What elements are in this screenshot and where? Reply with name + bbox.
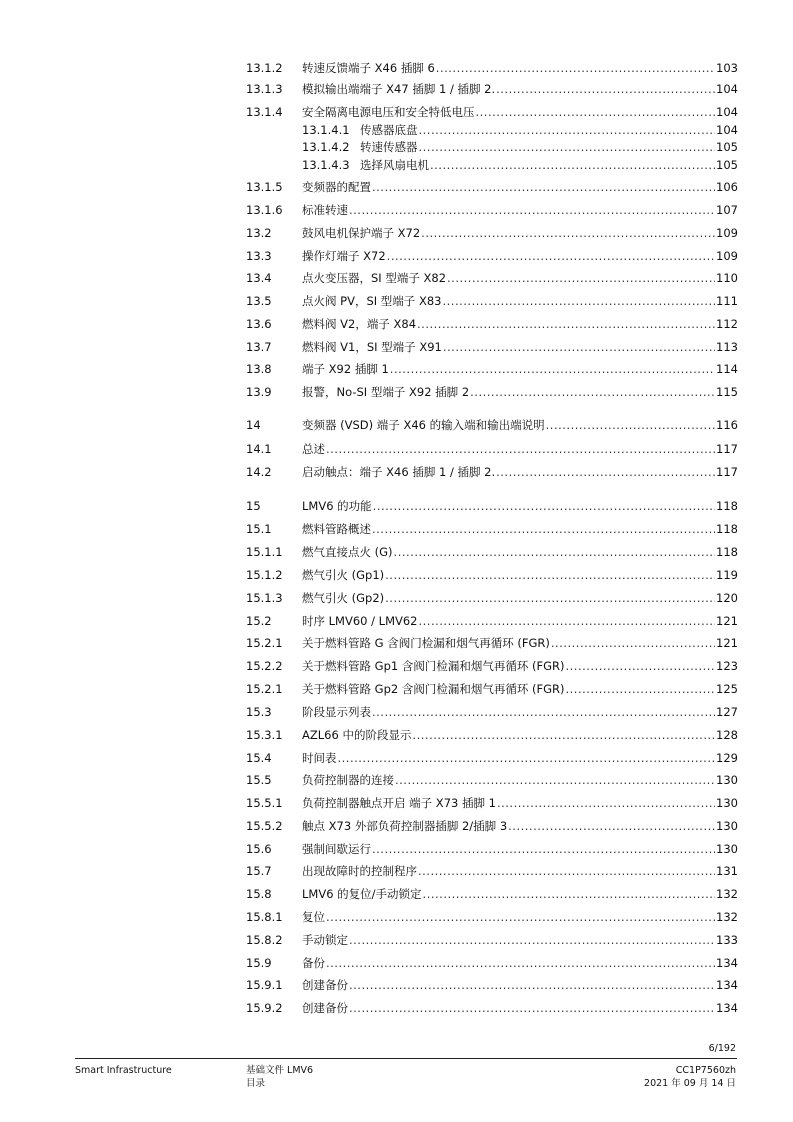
toc-entry-title: 燃料阀 V1，SI 型端子 X91 (302, 340, 442, 354)
toc-entry-number: 15.1.2 (246, 568, 283, 582)
toc-entry-number: 15.8 (246, 887, 272, 901)
toc-entry-title: 转速传感器 (360, 140, 418, 154)
toc-entry-title: 阶段显示列表 (302, 705, 371, 719)
toc-entry-number: 15.2.1 (246, 682, 283, 696)
toc-entry[interactable] (246, 795, 738, 811)
toc-entry-number: 14 (246, 418, 261, 432)
toc-entry-title: 总述 (302, 442, 325, 456)
toc-leader-dots (470, 384, 715, 400)
toc-entry-title: 报警，No-SI 型端子 X92 插脚 2 (302, 385, 470, 399)
toc-entry-number: 13.8 (246, 362, 272, 376)
toc-entry-title: 手动锁定 (302, 933, 348, 947)
toc-entry-title: 燃料管路概述 (302, 522, 371, 536)
toc-leader-dots (496, 464, 715, 480)
toc-leader-dots (496, 81, 715, 97)
toc-entry[interactable] (246, 955, 738, 971)
toc-leader-dots (447, 270, 715, 286)
toc-entry-title: 关于燃料管路 G 含阀门检漏和烟气再循环 (FGR) (302, 636, 550, 650)
toc-entry-page: 104 (716, 123, 738, 137)
toc-leader-dots (372, 704, 715, 720)
toc-entry-title: 触点 X73 外部负荷控制器插脚 2/插脚 3 (302, 819, 508, 833)
toc-entry[interactable] (246, 104, 738, 120)
toc-entry-title: 选择风扇电机 (360, 158, 429, 172)
toc-leader-dots (442, 293, 715, 309)
toc-entry-page: 133 (716, 933, 738, 947)
toc-entry-page: 110 (716, 271, 738, 285)
toc-leader-dots (390, 361, 715, 377)
toc-entry-page: 128 (716, 728, 738, 742)
toc-entry-title: 强制间歇运行 (302, 842, 371, 856)
toc-entry-number: 14.2 (246, 465, 272, 479)
toc-entry[interactable] (246, 704, 738, 720)
toc-leader-dots (508, 818, 715, 834)
toc-entry-page: 115 (716, 385, 738, 399)
toc-entry-title: 出现故障时的控制程序 (302, 864, 417, 878)
toc-entry[interactable] (246, 441, 738, 457)
toc-entry-page: 130 (716, 796, 738, 810)
toc-entry-title: 燃气引火 (Gp1) (302, 568, 385, 582)
toc-entry-title: 关于燃料管路 Gp1 含阀门检漏和烟气再循环 (FGR) (302, 659, 565, 673)
toc-entry-title: 燃料阀 V2，端子 X84 (302, 317, 417, 331)
toc-leader-dots (372, 841, 715, 857)
toc-entry[interactable] (246, 681, 738, 697)
toc-entry-title: AZL66 中的阶段显示 (302, 728, 412, 742)
toc-entry-number: 15.1.1 (246, 545, 283, 559)
toc-entry-title: 时序 LMV60 / LMV62 (302, 614, 418, 628)
toc-leader-dots (419, 139, 716, 155)
toc-leader-dots (412, 727, 715, 743)
toc-entry-number: 15.8.2 (246, 933, 283, 947)
toc-entry-number: 13.3 (246, 249, 272, 263)
toc-entry-page: 127 (716, 705, 738, 719)
toc-entry-number: 15.1 (246, 522, 272, 536)
toc-leader-dots (395, 772, 715, 788)
toc-entry[interactable] (302, 139, 738, 155)
toc-entry[interactable] (246, 1000, 738, 1016)
toc-entry-page: 111 (716, 294, 738, 308)
toc-entry-page: 125 (716, 682, 738, 696)
toc-entry-title: 点火阀 PV，SI 型端子 X83 (302, 294, 442, 308)
toc-entry-page: 113 (716, 340, 738, 354)
toc-entry[interactable] (246, 270, 738, 286)
toc-entry[interactable] (246, 521, 738, 537)
toc-leader-dots (385, 567, 715, 583)
toc-entry-page: 103 (716, 61, 738, 75)
toc-entry[interactable] (246, 886, 738, 902)
toc-entry-title: 创建备份 (302, 1001, 348, 1015)
toc-entry-number: 13.1.4 (246, 105, 283, 119)
toc-entry-number: 13.4 (246, 271, 272, 285)
toc-entry-number: 15.2.1 (246, 636, 283, 650)
toc-entry-page: 131 (716, 864, 738, 878)
toc-entry-title: LMV6 的复位/手动锁定 (302, 887, 422, 901)
toc-entry-page: 129 (716, 751, 738, 765)
toc-entry-page: 117 (716, 465, 738, 479)
toc-entry[interactable] (246, 590, 738, 606)
toc-entry-title: 燃气直接点火 (G) (302, 545, 393, 559)
toc-entry-number: 15.1.3 (246, 591, 283, 605)
toc-leader-dots (326, 909, 715, 925)
footer-section: 目录 (246, 1078, 266, 1089)
toc-entry[interactable] (246, 567, 738, 583)
toc-entry-title: 负荷控制器的连接 (302, 773, 394, 787)
toc-entry-number: 13.5 (246, 294, 272, 308)
toc-entry-page: 109 (716, 226, 738, 240)
toc-entry-page: 104 (716, 82, 738, 96)
toc-entry-number: 13.1.2 (246, 61, 283, 75)
toc-entry-number: 13.1.6 (246, 203, 283, 217)
toc-entry-page: 107 (716, 203, 738, 217)
toc-leader-dots (417, 316, 715, 332)
toc-leader-dots (551, 635, 715, 651)
toc-leader-dots (385, 590, 715, 606)
toc-entry[interactable] (246, 248, 738, 264)
toc-leader-dots (546, 417, 715, 433)
toc-entry[interactable] (246, 977, 738, 993)
footer-date: 2021 年 09 月 14 日 (644, 1078, 736, 1089)
toc-entry[interactable] (246, 863, 738, 879)
toc-entry-number: 15.2 (246, 614, 272, 628)
toc-entry[interactable] (302, 122, 738, 138)
toc-leader-dots (326, 441, 715, 457)
toc-leader-dots (443, 339, 715, 355)
toc-entry[interactable] (246, 225, 738, 241)
toc-entry[interactable] (246, 60, 738, 76)
toc-entry-page: 121 (716, 614, 738, 628)
toc-entry-title: 变频器 (VSD) 端子 X46 的输入端和输出端说明 (302, 418, 545, 432)
toc-entry[interactable] (246, 339, 738, 355)
toc-entry-number: 15.2.2 (246, 659, 283, 673)
toc-leader-dots (326, 955, 715, 971)
toc-entry-title: 操作灯端子 X72 (302, 249, 386, 263)
toc-entry[interactable] (246, 750, 738, 766)
toc-entry-page: 130 (716, 842, 738, 856)
toc-entry-page: 104 (716, 105, 738, 119)
toc-entry-number: 13.7 (246, 340, 272, 354)
toc-entry-number: 15.6 (246, 842, 272, 856)
toc-entry-page: 134 (716, 1001, 738, 1015)
toc-entry-number: 15.5 (246, 773, 272, 787)
toc-entry-number: 15.7 (246, 864, 272, 878)
toc-entry-title: 时间表 (302, 751, 337, 765)
toc-leader-dots (497, 795, 715, 811)
toc-entry-number: 13.9 (246, 385, 272, 399)
toc-entry-page: 117 (716, 442, 738, 456)
toc-entry[interactable] (246, 464, 738, 480)
toc-entry-number: 13.1.4.3 (302, 158, 350, 172)
toc-entry-number: 15.4 (246, 751, 272, 765)
toc-entry[interactable] (246, 361, 738, 377)
toc-entry[interactable] (246, 81, 738, 97)
toc-entry-title: 鼓风电机保护端子 X72 (302, 226, 421, 240)
toc-entry[interactable] (246, 498, 738, 514)
toc-entry-page: 105 (716, 140, 738, 154)
toc-entry[interactable] (246, 384, 738, 400)
toc-entry-page: 121 (716, 636, 738, 650)
toc-entry-title: 启动触点：端子 X46 插脚 1 / 插脚 2. (302, 465, 496, 479)
toc-entry-number: 13.2 (246, 226, 272, 240)
toc-leader-dots (418, 863, 715, 879)
toc-leader-dots (476, 104, 716, 120)
toc-leader-dots (436, 60, 715, 76)
toc-entry[interactable] (246, 179, 738, 195)
toc-entry-title: 转速反馈端子 X46 插脚 6 (302, 61, 435, 75)
toc-entry-number: 15.5.1 (246, 796, 283, 810)
toc-leader-dots (349, 202, 715, 218)
toc-leader-dots (372, 179, 715, 195)
toc-entry-number: 15.9.2 (246, 1001, 283, 1015)
toc-entry-number: 13.1.5 (246, 180, 283, 194)
toc-entry[interactable] (246, 841, 738, 857)
footer-doc-title: 基础文件 LMV6 (246, 1065, 314, 1076)
toc-entry-title: 关于燃料管路 Gp2 含阀门检漏和烟气再循环 (FGR) (302, 682, 565, 696)
toc-entry-title: 点火变压器，SI 型端子 X82 (302, 271, 447, 285)
toc-entry-page: 116 (716, 418, 738, 432)
toc-entry-page: 112 (716, 317, 738, 331)
toc-leader-dots (419, 122, 716, 138)
toc-leader-dots (349, 932, 715, 948)
toc-leader-dots (373, 498, 715, 514)
toc-entry-page: 134 (716, 978, 738, 992)
toc-entry-page: 105 (716, 158, 738, 172)
toc-entry[interactable] (246, 658, 738, 674)
toc-entry-number: 14.1 (246, 442, 272, 456)
toc-entry-page: 134 (716, 956, 738, 970)
toc-entry-page: 118 (716, 545, 738, 559)
toc-entry-page: 118 (716, 522, 738, 536)
toc-entry-page: 130 (716, 773, 738, 787)
footer-divider (75, 1058, 737, 1059)
toc-entry[interactable] (246, 932, 738, 948)
toc-entry[interactable] (246, 818, 738, 834)
toc-entry-number: 15 (246, 499, 261, 513)
toc-entry-title: 传感器底盘 (360, 123, 418, 137)
toc-entry-page: 132 (716, 887, 738, 901)
toc-entry[interactable] (246, 772, 738, 788)
toc-leader-dots (349, 977, 715, 993)
toc-leader-dots (394, 544, 716, 560)
toc-entry[interactable] (246, 417, 738, 433)
toc-entry-page: 123 (716, 659, 738, 673)
toc-entry-number: 13.6 (246, 317, 272, 331)
toc-entry[interactable] (246, 316, 738, 332)
toc-entry[interactable] (246, 727, 738, 743)
toc-entry-number: 15.9 (246, 956, 272, 970)
toc-entry-number: 15.3.1 (246, 728, 283, 742)
toc-entry-number: 15.3 (246, 705, 272, 719)
toc-entry-title: 备份 (302, 956, 325, 970)
toc-entry-title: 复位 (302, 910, 325, 924)
toc-entry[interactable] (246, 293, 738, 309)
toc-entry-title: 标准转速 (302, 203, 348, 217)
toc-entry-title: 负荷控制器触点开启 端子 X73 插脚 1 (302, 796, 496, 810)
toc-entry-page: 109 (716, 249, 738, 263)
toc-entry-page: 120 (716, 591, 738, 605)
toc-entry-title: LMV6 的功能 (302, 499, 372, 513)
toc-entry-number: 15.5.2 (246, 819, 283, 833)
toc-entry-number: 15.9.1 (246, 978, 283, 992)
toc-leader-dots (349, 1000, 715, 1016)
toc-entry-page: 114 (716, 362, 738, 376)
toc-entry-page: 118 (716, 499, 738, 513)
toc-entry-title: 模拟输出端端子 X47 插脚 1 / 插脚 2. (302, 82, 496, 96)
toc-entry-title: 变频器的配置 (302, 180, 371, 194)
toc-leader-dots (565, 681, 715, 697)
toc-entry-page: 132 (716, 910, 738, 924)
toc-entry[interactable] (246, 202, 738, 218)
toc-entry[interactable] (302, 157, 738, 173)
toc-leader-dots (372, 521, 715, 537)
toc-entry-page: 130 (716, 819, 738, 833)
page-number: 6/192 (708, 1043, 736, 1054)
toc-leader-dots (419, 613, 716, 629)
toc-entry-title: 端子 X92 插脚 1 (302, 362, 389, 376)
toc-entry[interactable] (246, 909, 738, 925)
toc-entry-page: 106 (716, 180, 738, 194)
toc-entry-number: 13.1.4.1 (302, 123, 350, 137)
toc-entry-title: 创建备份 (302, 978, 348, 992)
footer-company: Smart Infrastructure (75, 1065, 172, 1076)
toc-leader-dots (565, 658, 715, 674)
toc-entry-number: 13.1.4.2 (302, 140, 350, 154)
toc-entry[interactable] (246, 544, 738, 560)
footer-doc-code: CC1P7560zh (675, 1065, 736, 1076)
toc-entry-title: 安全隔离电源电压和安全特低电压 (302, 105, 475, 119)
toc-leader-dots (430, 157, 715, 173)
toc-entry-number: 13.1.3 (246, 82, 283, 96)
toc-entry-number: 15.8.1 (246, 910, 283, 924)
toc-entry[interactable] (246, 613, 738, 629)
toc-leader-dots (423, 886, 716, 902)
toc-leader-dots (421, 225, 715, 241)
toc-entry-title: 燃气引火 (Gp2) (302, 591, 385, 605)
toc-leader-dots (338, 750, 716, 766)
toc-entry[interactable] (246, 635, 738, 651)
toc-leader-dots (387, 248, 715, 264)
toc-entry-page: 119 (716, 568, 738, 582)
